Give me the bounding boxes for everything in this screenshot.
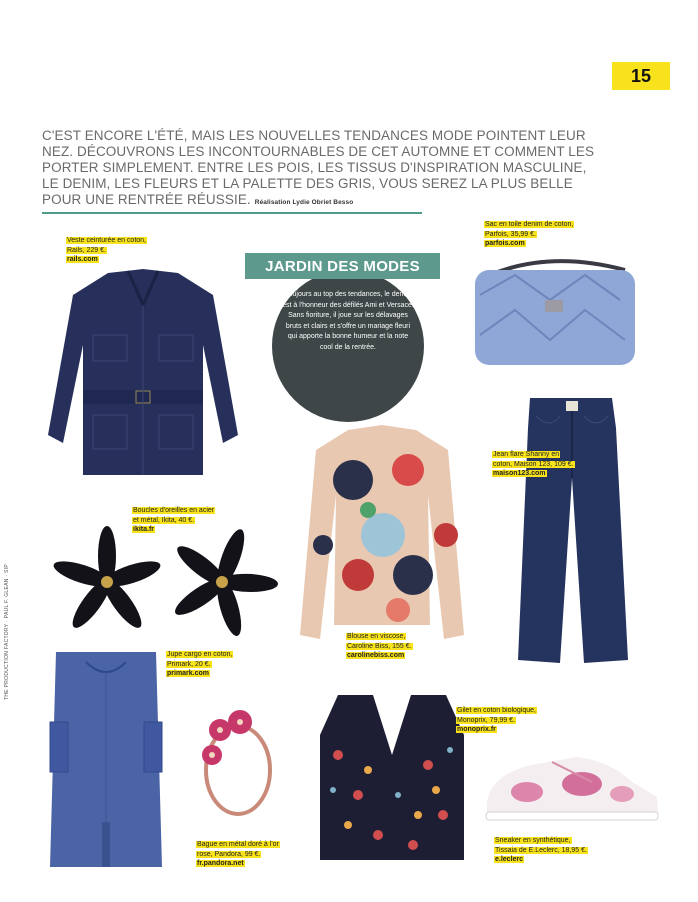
caption-sneaker-url[interactable]: e.leclerc bbox=[495, 856, 524, 863]
caption-skirt bbox=[166, 650, 266, 679]
caption-skirt-url[interactable]: primark.com bbox=[167, 670, 210, 677]
caption-ring-line1: Bague en métal doré à l'or bbox=[197, 841, 279, 848]
info-circle-text: Toujours au top des tendances, le denim est à l'honneur des défilés Ami et Versace. Sans fioriture, il joue sur les délavages bruts et clairs et s'offre un mariage fleuri qui apporte la bonne humeur et la note cool de la rentrée. bbox=[282, 291, 414, 351]
caption-vest bbox=[456, 706, 576, 735]
caption-jacket-url[interactable]: rails.com bbox=[67, 256, 98, 263]
caption-jacket-line2: Rails, 229 €. bbox=[67, 246, 106, 254]
caption-skirt-line2: Primark, 20 €. bbox=[167, 660, 211, 668]
caption-ring bbox=[196, 840, 316, 869]
floral-blouse-image bbox=[298, 425, 466, 655]
denim-jacket-image bbox=[38, 265, 248, 485]
section-banner: JARDIN DES MODES bbox=[245, 253, 440, 279]
caption-blouse-url[interactable]: carolinebiss.com bbox=[347, 652, 405, 659]
caption-earrings-line2: et métal, Ikita, 40 €. bbox=[133, 516, 195, 524]
caption-sneaker-line2: Tissaia de E.Leclerc, 18,95 €. bbox=[495, 846, 587, 854]
caption-bag bbox=[484, 220, 634, 249]
caption-bag-line1: Sac en toile denim de coton, bbox=[485, 221, 574, 228]
caption-ring-line2: rose, Pandora, 99 €. bbox=[197, 850, 261, 858]
floral-vest-image bbox=[318, 695, 466, 865]
intro-paragraph bbox=[42, 128, 602, 211]
caption-earrings bbox=[132, 506, 252, 535]
caption-sneaker bbox=[494, 836, 624, 865]
denim-bag-image bbox=[470, 255, 640, 375]
caption-blouse-line2: Caroline Biss, 155 €. bbox=[347, 642, 412, 650]
caption-earrings-line1: Boucles d'oreilles en acier bbox=[133, 507, 215, 514]
caption-skirt-line1: Jupe cargo en coton, bbox=[167, 651, 233, 658]
intro-text: C'EST ENCORE L'ÉTÉ, MAIS LES NOUVELLES TENDANCES MODE POINTENT LEUR NEZ. DÉCOUVRONS LES INCONTOURNABLES DE CET AUTOMNE ET COMMENT LES PORTER SIMPLEMENT. ENTRE LES POIS, LES TISSUS D'INSPIRATION MASCULINE, LE DENIM, LES FLEURS ET LA PALETTE DES GRIS, VOUS SEREZ LA PLUS BELLE POUR UNE RENTRÉE RÉUSSIE. bbox=[42, 128, 595, 207]
flower-earrings-image bbox=[62, 532, 272, 637]
caption-jacket bbox=[66, 236, 186, 265]
caption-jeans-line2: coton, Maison 123, 109 €. bbox=[493, 460, 574, 468]
cargo-skirt-image bbox=[46, 652, 166, 872]
caption-bag-line2: Parfois, 35,99 €. bbox=[485, 230, 536, 238]
caption-sneaker-line1: Sneaker en synthétique, bbox=[495, 837, 571, 844]
caption-jeans bbox=[492, 450, 602, 479]
caption-jeans-line1: Jean flare Shanny en bbox=[493, 451, 560, 458]
floral-sneaker-image bbox=[482, 752, 662, 827]
caption-jeans-url[interactable]: maison123.com bbox=[493, 470, 546, 477]
flare-jeans-image bbox=[516, 398, 636, 666]
caption-earrings-url[interactable]: ikita.fr bbox=[133, 526, 155, 533]
caption-ring-url[interactable]: fr.pandora.net bbox=[197, 860, 244, 867]
intro-credit: Réalisation Lydie Obriet Besso bbox=[254, 199, 354, 206]
side-credit: THE PRODUCTION FACTORY · PAUL F. GLEAN · SIP bbox=[4, 564, 10, 700]
caption-vest-line1: Gilet en coton biologique, bbox=[457, 707, 536, 714]
caption-blouse-line1: Blouse en viscose, bbox=[347, 633, 406, 640]
caption-blouse bbox=[346, 632, 446, 661]
intro-divider bbox=[42, 212, 422, 214]
caption-jacket-line1: Veste ceinturée en coton, bbox=[67, 237, 146, 244]
caption-bag-url[interactable]: parfois.com bbox=[485, 240, 525, 247]
caption-vest-line2: Monoprix, 79,99 €. bbox=[457, 716, 515, 724]
caption-vest-url[interactable]: monoprix.fr bbox=[457, 726, 496, 733]
flower-ring-image bbox=[190, 700, 285, 820]
page-number: 15 bbox=[612, 62, 670, 90]
